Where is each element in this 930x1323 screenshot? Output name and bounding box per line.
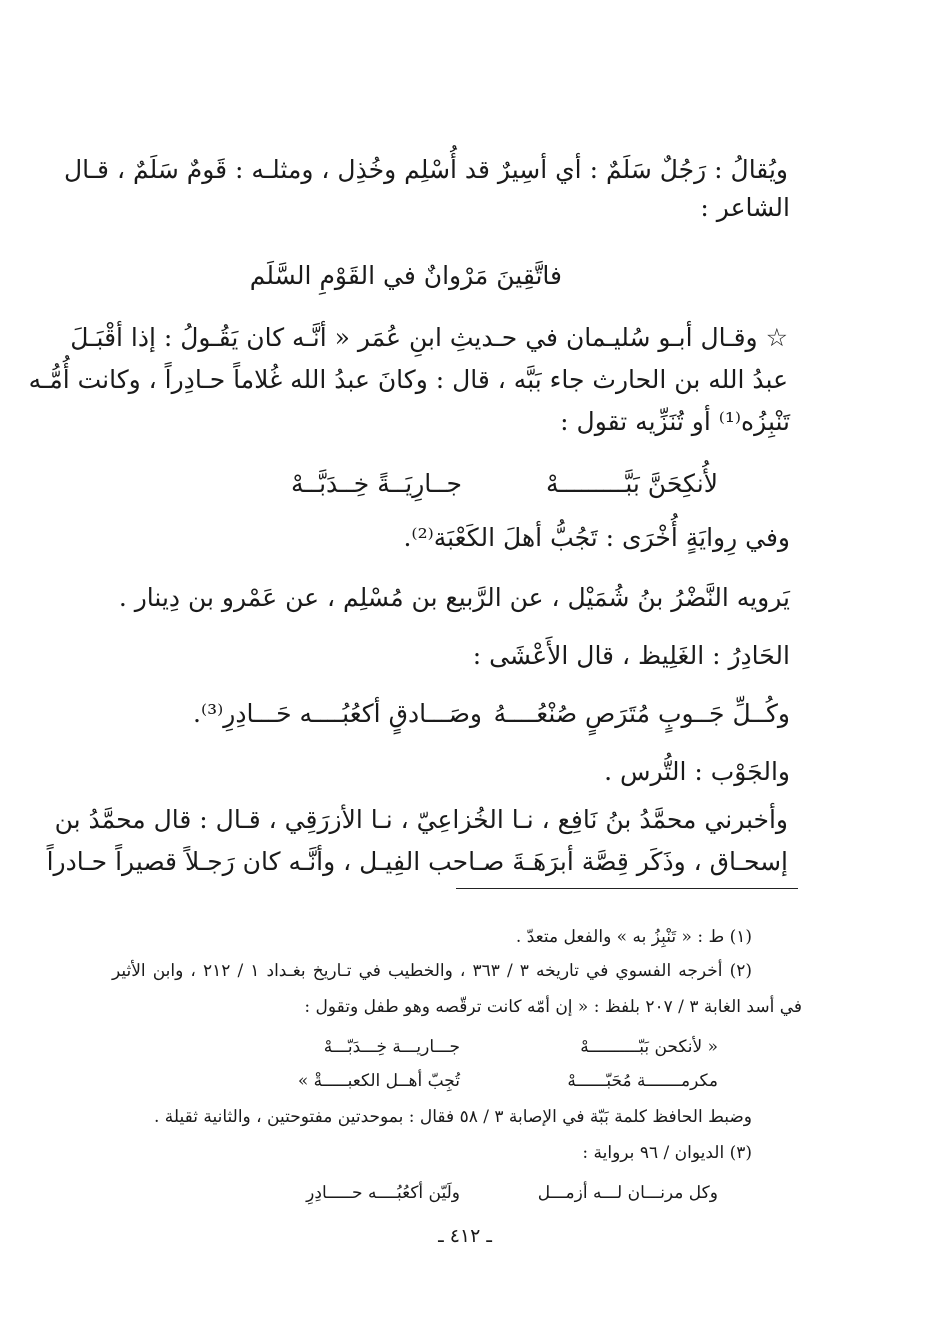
body-line: يَرويه النَّضْرُ بنُ شُمَيْل ، عن الرَّبيع بن مُسْلِم ، عن عَمْرو بن دِينار .	[118, 583, 790, 612]
body-line: وأخبرني محمَّدُ بنُ نَافِع ، نـا الخُزاعِيّ ، نـا الأزرَقِي ، قـال : قال محمَّدُ بن	[54, 805, 788, 834]
footnote-separator	[456, 888, 798, 889]
body-line: ☆ وقـال أبـو سُليـمان في حـديثِ ابنِ عُمَر « أنَّـه كان يَقُـولُ : إذا أقْبَـلَ	[70, 323, 788, 352]
verse-couplet	[0, 464, 930, 504]
footnote-verse	[0, 1068, 930, 1094]
body-line: إسحـاق ، وذَكَر قِصَّة أبرَهَـةَ صـاحب الفِيـل ، وأنَّـه كان رَجـلاً قصيراً حـادراً	[46, 847, 788, 876]
footnote-line: وضبط الحافظ كلمة بَبّة في الإصابة ٣ / ٥٨ فقال : بموحدتين مفتوحتين ، والثانية ثقيلة .	[153, 1107, 752, 1127]
body-line: والجَوْب : التُّرس .	[604, 757, 790, 786]
footnote-verse	[0, 1180, 930, 1206]
footnote-line: في أسد الغابة ٣ / ٢٠٧ بلفظ : « إن أمّه كانت ترقّصه وهو طفل وتقول :	[304, 997, 802, 1017]
footnote-hemistich-left: جـــاريـــة خِـــدَبّـــهْ	[323, 1037, 460, 1057]
footnote-verse	[0, 1034, 930, 1060]
body-line: ويُقالُ : رَجُلٌ سَلَمٌ : أي أسِيرٌ قد أُسْلِم وخُذِل ، ومثلـه : قَومٌ سَلَمٌ ، قـال	[63, 155, 788, 184]
body-line: عبدُ الله بن الحارث جاء بَبَّه ، قال : وكانَ عبدُ الله غُلاماً حـادِراً ، وكانت أُمُّـه	[28, 365, 788, 394]
body-line: تَنْبِزُه⁽¹⁾ أو تُنَزِّيه تقول :	[560, 407, 790, 436]
verse-hemistich-right: لأُنكِحَنَّ بَبَّـــــــــهْ	[546, 469, 718, 498]
footnote-hemistich-right: مكرمـــــــة مُحَبّــــــهْ	[567, 1071, 718, 1091]
verse-hemistich-right: وكُــلِّ جَــوبٍ مُتَرَصٍ صُنْعُــــهُ	[493, 699, 790, 728]
footnote-line: (٢) أخرجه الفسوي في تاريخه ٣ / ٣٦٣ ، والخطيب في تـاريخ بغـداد ١ / ٢١٢ ، وابن الأثير	[112, 961, 752, 981]
body-line: وفي رِوايَةٍ أُخْرَى : تَجُبُّ أهلَ الكَعْبَة⁽²⁾.	[403, 523, 790, 552]
footnote-line: (٣) الديوان / ٩٦ برواية :	[582, 1143, 752, 1163]
footnote-hemistich-right: وكل مرنـــان لـــه أزمـــل	[537, 1183, 718, 1203]
body-line: الحَادِرُ : الغَلِيظ ، قال الأَعْشَى :	[472, 641, 790, 670]
verse-hemistich-left: جــارِيَــةً خِــدَبَّــهْ	[291, 469, 462, 498]
body-line: الشاعر :	[700, 193, 790, 222]
footnote-hemistich-right: « لأنكحن بَبّــــــــــهْ	[580, 1037, 718, 1057]
footnote-hemistich-left: ولَيّن أكعُبُــــه حـــــادِرِ	[306, 1183, 460, 1203]
footnote-line: (١) ط : « تَنْبِزُ به » والفعل متعدّ .	[515, 927, 752, 947]
verse-hemistich-left: وصَـــادقٍ أكعُبُــــه حَـــادِرِ⁽³⁾.	[193, 699, 482, 728]
verse-line: فاتَّقِينَ مَرْوانٌ في القَوْمِ السَّلَم	[249, 261, 562, 290]
verse-couplet	[0, 694, 930, 734]
footnote-hemistich-left: تُجِبّ أهــل الكعبـــــةْ »	[297, 1071, 460, 1091]
page-number: ـ ٤١٢ ـ	[438, 1225, 492, 1247]
